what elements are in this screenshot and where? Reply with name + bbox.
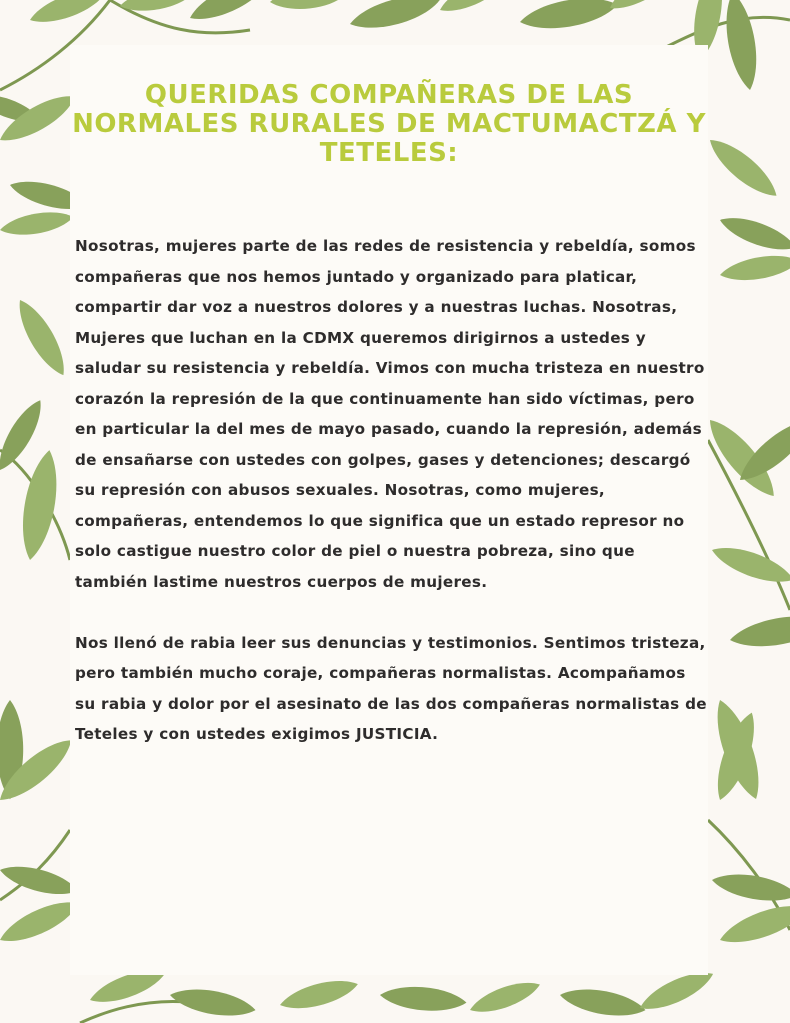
letter-title: QUERIDAS COMPAÑERAS DE LAS NORMALES RURALES DE MACTUMACTZÁ Y TETELES: (72, 80, 706, 168)
leaf-branch-icon (0, 294, 73, 799)
leaf-branch-icon (708, 708, 790, 951)
letter-card (70, 45, 708, 975)
letter-body (75, 231, 707, 750)
leaf-branch-icon (110, 0, 685, 36)
letter-paragraph: Nos llenó de rabia leer sus denuncias y testimonios. Sentimos tristeza, pero también mucho coraje, compañeras normalistas. Acompañamos su rabia y dolor por el asesinato de las dos compañeras normalistas de Teteles y con ustedes exigimos JUSTICIA. (75, 633, 707, 743)
letter-paragraph: Nosotras, mujeres parte de las redes de resistencia y rebeldía, somos compañeras que nos hemos juntado y organizado para platicar, compartir dar voz a nuestros dolores y a nuestras luchas. Nosotras, Mujeres que luchan en la CDMX queremos dirigirnos a ustedes y saludar su resistencia y rebeldía. Vimos con mucha tristeza en nuestro corazón la represión de la que continuamente han sido víctimas, pero en particular la del mes de mayo pasado, cuando la represión, además de ensañarse con ustedes con golpes, gases y detenciones; descargó su represión con abusos sexuales. Nosotras, como mujeres, compañeras, entendemos lo que significa que un estado represor no solo castigue nuestro color de piel o nuestra pobreza, sino que también lastime nuestros cuerpos de mujeres. (75, 237, 705, 591)
